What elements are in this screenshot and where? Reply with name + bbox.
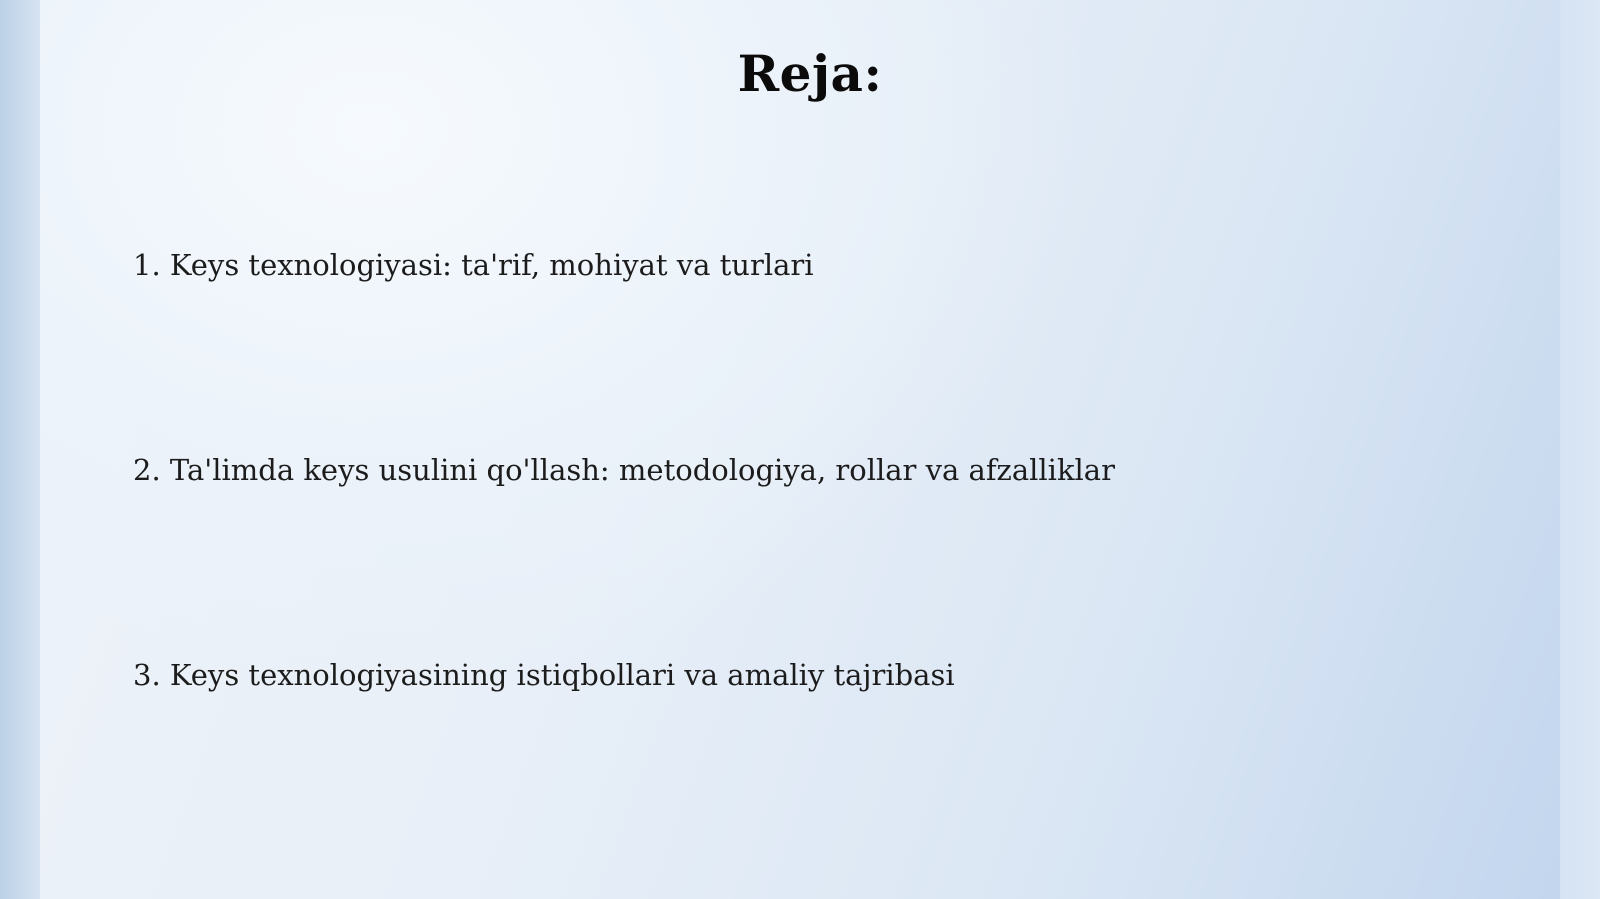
plan-item-1: 1. Keys texnologiyasi: ta'rif, mohiyat va turlari (133, 248, 814, 282)
plan-list (133, 245, 1115, 695)
slide-title: Reja: (737, 44, 883, 103)
plan-item-3: 3. Keys texnologiyasining istiqbollari va amaliy tajribasi (133, 658, 955, 692)
right-margin-panel (1560, 0, 1600, 899)
left-margin-panel (0, 0, 40, 899)
slide (40, 0, 1560, 899)
plan-item-2: 2. Ta'limda keys usulini qo'llash: metodologiya, rollar va afzalliklar (133, 453, 1115, 487)
